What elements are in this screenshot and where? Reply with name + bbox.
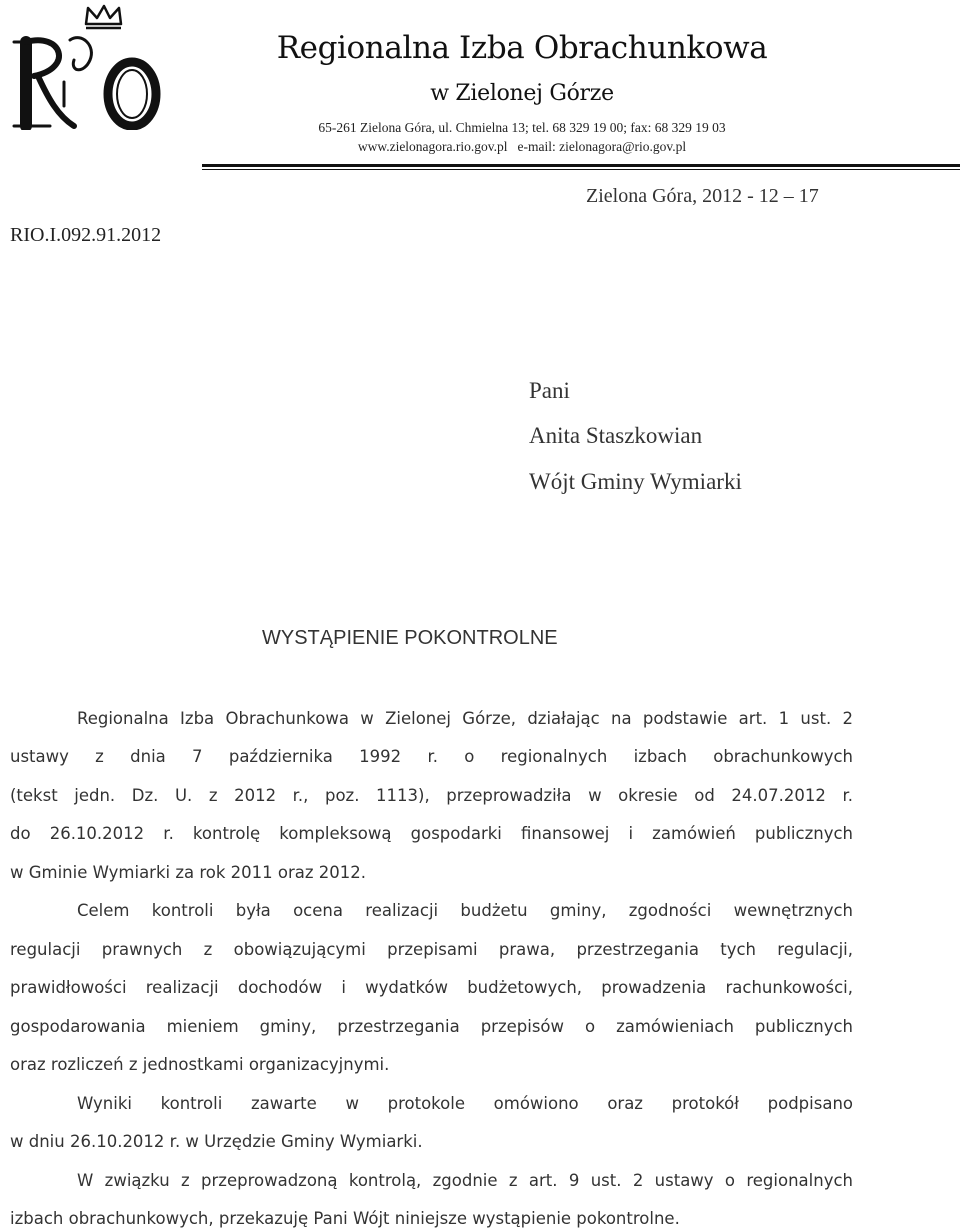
- body-line: ustawy z dnia 7 października 1992 r. o regionalnych izbach obrachunkowych: [10, 747, 853, 766]
- email-link[interactable]: e-mail: zielonagora@rio.gov.pl: [517, 139, 687, 154]
- body-line: (tekst jedn. Dz. U. z 2012 r., poz. 1113), przeprowadziła w okresie od 24.07.2012 r.: [10, 786, 853, 805]
- addressee-title: Wójt Gminy Wymiarki: [529, 469, 742, 494]
- body-line: gospodarowania mieniem gminy, przestrzegania przepisów o zamówieniach publicznych: [10, 1017, 853, 1036]
- addressee-name: Anita Staszkowian: [529, 423, 703, 448]
- letterhead-divider-thin: [202, 169, 960, 170]
- website-link[interactable]: www.zielonagora.rio.gov.pl: [357, 139, 508, 154]
- contact-web-line: [262, 139, 782, 155]
- document-date: Zielona Góra, 2012 - 12 – 17: [586, 185, 819, 207]
- reference-number: RIO.I.092.91.2012: [10, 224, 162, 246]
- letter-o-shape: [108, 62, 156, 126]
- contact-address-line: 65-261 Zielona Góra, ul. Chmielna 13; tel. 68 329 19 00; fax: 68 329 19 03: [318, 120, 726, 135]
- body-line: prawidłowości realizacji dochodów i wydatków budżetowych, prowadzenia rachunkowości,: [10, 978, 853, 997]
- body-line: oraz rozliczeń z jednostkami organizacyjnymi.: [10, 1055, 390, 1074]
- letter-i-shape: [64, 38, 91, 106]
- organization-city: w Zielonej Górze: [430, 81, 614, 106]
- document-heading: WYSTĄPIENIE POKONTROLNE: [262, 627, 558, 649]
- rio-crown-logo: [4, 2, 174, 130]
- body-line: do 26.10.2012 r. kontrolę kompleksową gospodarki finansowej i zamówień publicznych: [10, 824, 853, 843]
- addressee-salutation: Pani: [529, 378, 570, 403]
- body-line: regulacji prawnych z obowiązującymi przepisami prawa, przestrzegania tych regulacji,: [10, 940, 853, 959]
- organization-name: Regionalna Izba Obrachunkowa: [276, 30, 768, 66]
- body-line: Wyniki kontroli zawarte w protokole omówiono oraz protokół podpisano: [77, 1094, 853, 1113]
- body-line: Celem kontroli była ocena realizacji budżetu gminy, zgodności wewnętrznych: [77, 901, 853, 920]
- body-line: W związku z przeprowadzoną kontrolą, zgodnie z art. 9 ust. 2 ustawy o regionalnych: [77, 1171, 853, 1190]
- body-line: w Gminie Wymiarki za rok 2011 oraz 2012.: [10, 863, 367, 882]
- body-line: izbach obrachunkowych, przekazuję Pani Wójt niniejsze wystąpienie pokontrolne.: [10, 1209, 680, 1228]
- body-line: w dniu 26.10.2012 r. w Urzędzie Gminy Wymiarki.: [10, 1132, 423, 1151]
- crown-icon: [86, 6, 121, 28]
- logo-text: RIO: [4, 2, 6, 3]
- letterhead-divider-thick: [202, 164, 960, 167]
- body-line: Regionalna Izba Obrachunkowa w Zielonej Górze, działając na podstawie art. 1 ust. 2: [77, 709, 853, 728]
